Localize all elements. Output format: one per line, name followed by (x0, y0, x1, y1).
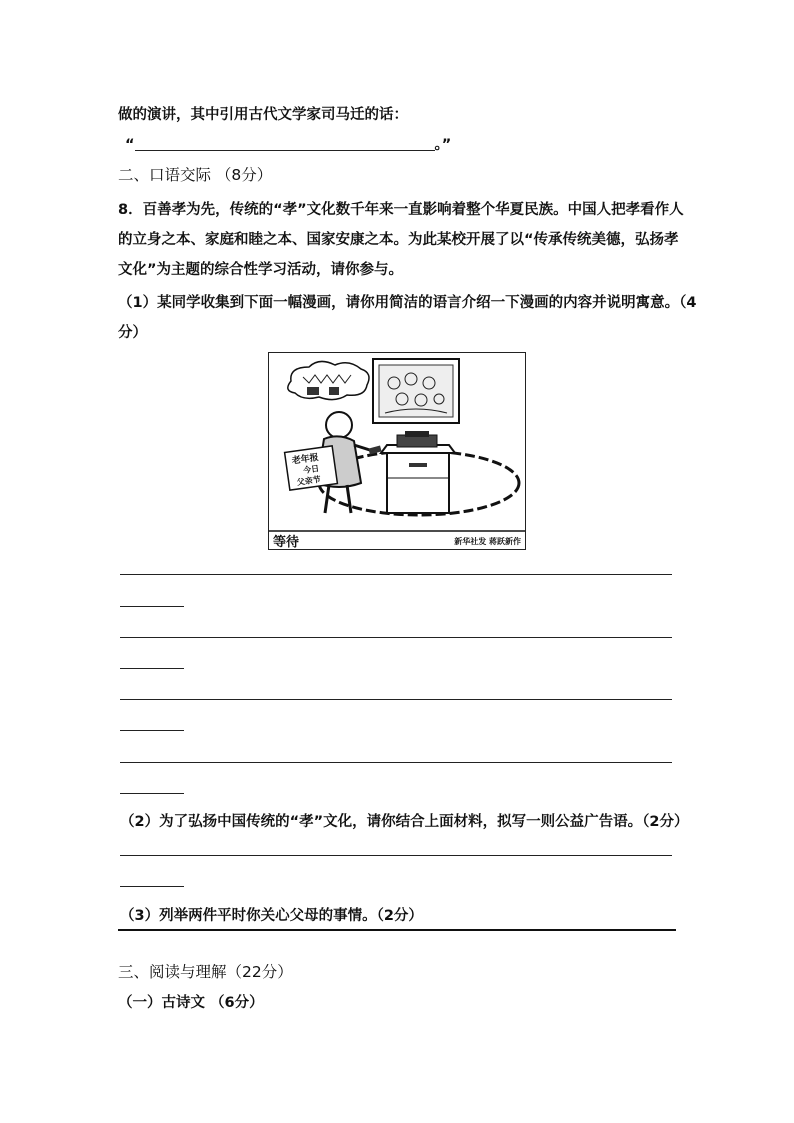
cartoon-illustration (269, 353, 525, 549)
cartoon-waiting (268, 352, 526, 550)
quote-blank[interactable] (135, 136, 435, 151)
answer-line-short[interactable] (120, 606, 184, 607)
answer-line[interactable] (120, 574, 672, 575)
answer-line-short[interactable] (120, 886, 184, 887)
answer-line-short[interactable] (120, 730, 184, 731)
quote-line (125, 133, 451, 154)
section-divider (118, 929, 676, 931)
q8-line-1: 8．百善孝为先，传统的“孝”文化数千年来一直影响着整个华夏民族。中国人把孝看作人 (118, 202, 684, 218)
newspaper-line-3: 父亲节 (296, 474, 322, 488)
answer-line[interactable] (120, 699, 672, 700)
answer-line-short[interactable] (120, 793, 184, 794)
answer-line[interactable] (120, 637, 672, 638)
cartoon-title: 等待 (273, 535, 300, 549)
answer-line[interactable] (120, 855, 672, 856)
subsection-1-heading: （一）古诗文 （6分） (118, 995, 264, 1011)
cartoon-credit: 新华社发 蒋跃新作 (454, 537, 521, 546)
newspaper-title: 老年报 (291, 452, 320, 467)
line-speech: 做的演讲，其中引用古代文学家司马迁的话： (118, 107, 408, 123)
q8-line-2: 的立身之本、家庭和睦之本、国家安康之本。为此某校开展了以“传承传统美德，弘扬孝 (118, 232, 679, 248)
quote-close: 。” (434, 137, 452, 153)
q3-text: （3）列举两件平时你关心父母的事情。（2分） (120, 908, 423, 924)
section-3-heading: 三、阅读与理解（22分） (118, 963, 293, 981)
q1-line-1: （1）某同学收集到下面一幅漫画，请你用简洁的语言介绍一下漫画的内容并说明寓意。（4 (118, 295, 697, 311)
answer-line-short[interactable] (120, 668, 184, 669)
newspaper-line-2: 今日 (302, 463, 320, 476)
quote-open: “ (125, 137, 135, 153)
q2-text: （2）为了弘扬中国传统的“孝”文化，请你结合上面材料，拟写一则公益广告语。（2分） (120, 814, 689, 830)
answer-line[interactable] (120, 762, 672, 763)
q8-line-3: 文化”为主题的综合性学习活动，请你参与。 (118, 262, 404, 278)
section-2-heading: 二、口语交际 （8分） (118, 166, 273, 184)
q1-line-2: 分） (118, 325, 147, 341)
